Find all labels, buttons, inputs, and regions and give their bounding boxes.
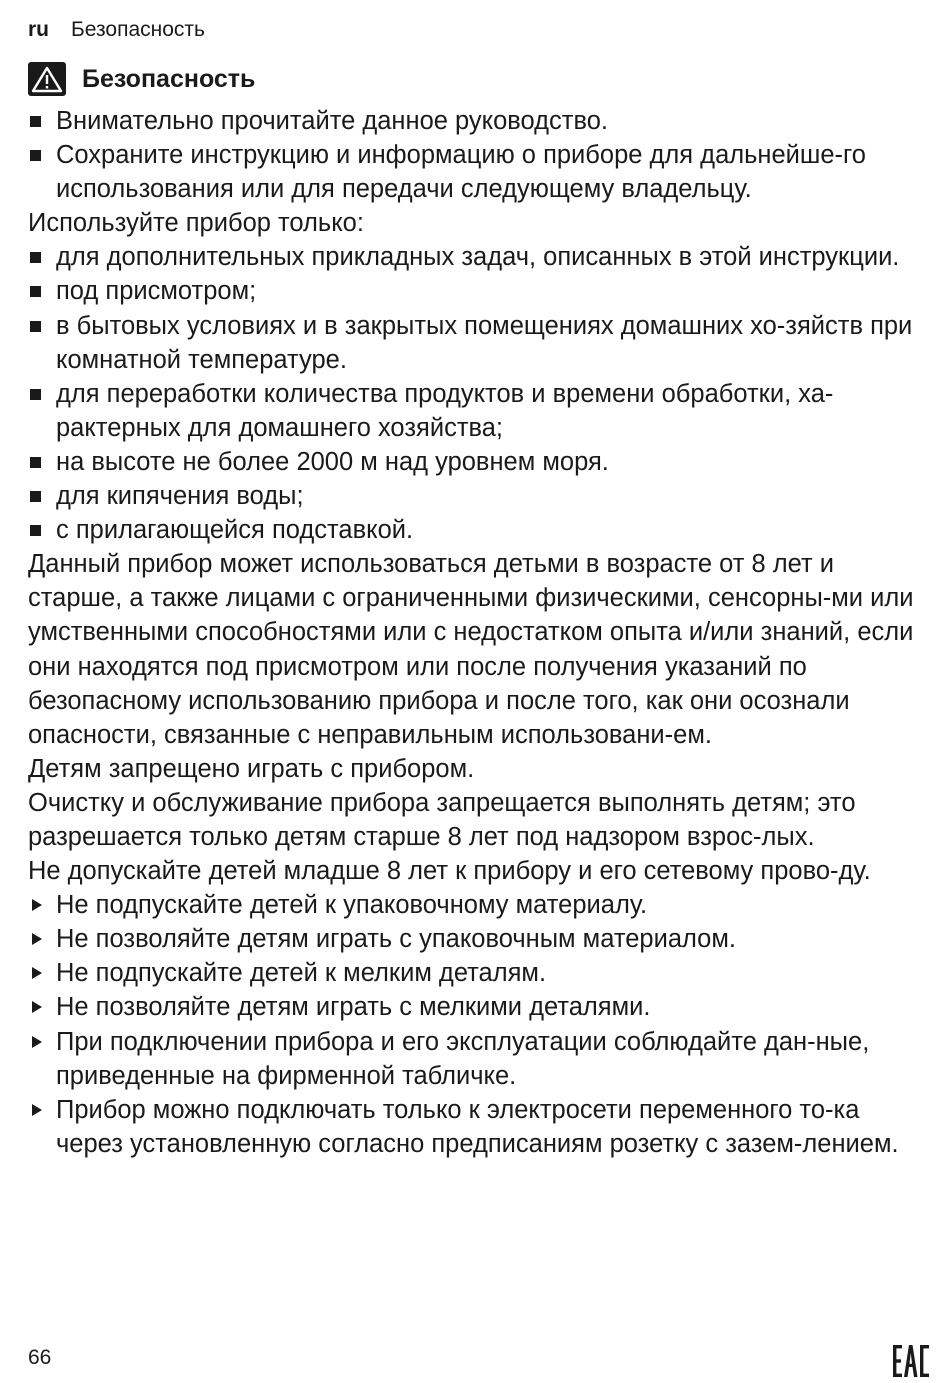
paragraph <box>28 547 928 752</box>
section-title: Безопасность <box>82 64 256 93</box>
section-heading <box>28 60 928 98</box>
block-text: Данный прибор может использоваться детьми в возрасте от 8 лет и старше, а также лицами с ограниченными физическими, сенсорны-ми или умственными способностями или с недостатком опыта и/или знаний, если они находятся под присмотром или после получения указаний по безопасному использованию прибора и после того, как они осознали опасности, связанные с неправильным использовани-ем. <box>28 550 914 749</box>
square-bullet-icon <box>30 321 41 332</box>
arrow-bullet-icon <box>32 899 42 911</box>
instruction-item <box>28 1025 928 1093</box>
bullet-item <box>28 104 928 138</box>
block-text: Не допускайте детей младше 8 лет к прибору и его сетевому прово-ду. <box>28 857 871 886</box>
block-text: под присмотром; <box>56 277 257 306</box>
block-text: Не позволяйте детям играть с упаковочным материалом. <box>56 925 736 954</box>
warning-triangle-icon <box>28 62 66 96</box>
square-bullet-icon <box>30 116 41 127</box>
square-bullet-icon <box>30 286 41 297</box>
header-section-name: Безопасность <box>71 18 205 41</box>
square-bullet-icon <box>30 525 41 536</box>
instruction-item <box>28 990 928 1024</box>
square-bullet-icon <box>30 150 41 161</box>
paragraph <box>28 206 928 240</box>
block-text: на высоте не более 2000 м над уровнем моря. <box>56 447 609 476</box>
block-text: Сохраните инструкцию и информацию о приборе для дальнейше-го использования или для передачи следующему владельцу. <box>56 141 866 204</box>
page-number: 66 <box>28 1346 52 1369</box>
block-text: для переработки количества продуктов и времени обработки, ха-рактерных для домашнего хозяйства; <box>56 379 834 442</box>
arrow-bullet-icon <box>32 933 42 945</box>
instruction-item <box>28 888 928 922</box>
block-text: Используйте прибор только: <box>28 209 364 238</box>
paragraph <box>28 752 928 786</box>
document-page <box>28 14 928 1161</box>
instruction-item <box>28 956 928 990</box>
language-code: ru <box>28 18 49 41</box>
block-text: Внимательно прочитайте данное руководство. <box>56 107 609 135</box>
block-text: При подключении прибора и его эксплуатации соблюдайте дан-ные, приведенные на фирменной табличке. <box>56 1027 870 1090</box>
block-text: Очистку и обслуживание прибора запрещается выполнять детям; это разрешается только детям старше 8 лет под надзором взрос-лых. <box>28 788 856 851</box>
square-bullet-icon <box>30 389 41 400</box>
arrow-bullet-icon <box>32 1001 42 1013</box>
running-header <box>28 14 928 46</box>
square-bullet-icon <box>30 491 41 502</box>
bullet-item <box>28 479 928 513</box>
eac-mark-icon <box>893 1343 929 1379</box>
arrow-bullet-icon <box>32 967 42 979</box>
bullet-item <box>28 138 928 206</box>
paragraph <box>28 854 928 888</box>
block-text: Прибор можно подключать только к электросети переменного то-ка через установленную согласно предписаниям розетку с зазем-лением. <box>56 1095 899 1158</box>
arrow-bullet-icon <box>32 1036 42 1048</box>
arrow-bullet-icon <box>32 1104 42 1116</box>
bullet-item <box>28 445 928 479</box>
block-text: с прилагающейся подставкой. <box>56 516 414 545</box>
bullet-item <box>28 377 928 445</box>
bullet-item <box>28 240 928 274</box>
block-text: в бытовых условиях и в закрытых помещениях домашних хо-зяйств при комнатной температуре. <box>56 311 913 374</box>
bullet-item <box>28 274 928 308</box>
bullet-item <box>28 309 928 377</box>
instruction-item <box>28 922 928 956</box>
instruction-item <box>28 1093 928 1161</box>
block-text: Не подпускайте детей к мелким деталям. <box>56 959 547 988</box>
document-body <box>28 104 928 1161</box>
paragraph <box>28 786 928 854</box>
block-text: Не подпускайте детей к упаковочному материалу. <box>56 891 648 920</box>
block-text: Детям запрещено играть с прибором. <box>28 754 475 783</box>
block-text: для дополнительных прикладных задач, описанных в этой инструкции. <box>56 243 900 272</box>
square-bullet-icon <box>30 252 41 263</box>
bullet-item <box>28 513 928 547</box>
square-bullet-icon <box>30 457 41 468</box>
block-text: Не позволяйте детям играть с мелкими деталями. <box>56 993 651 1022</box>
block-text: для кипячения воды; <box>56 482 304 511</box>
